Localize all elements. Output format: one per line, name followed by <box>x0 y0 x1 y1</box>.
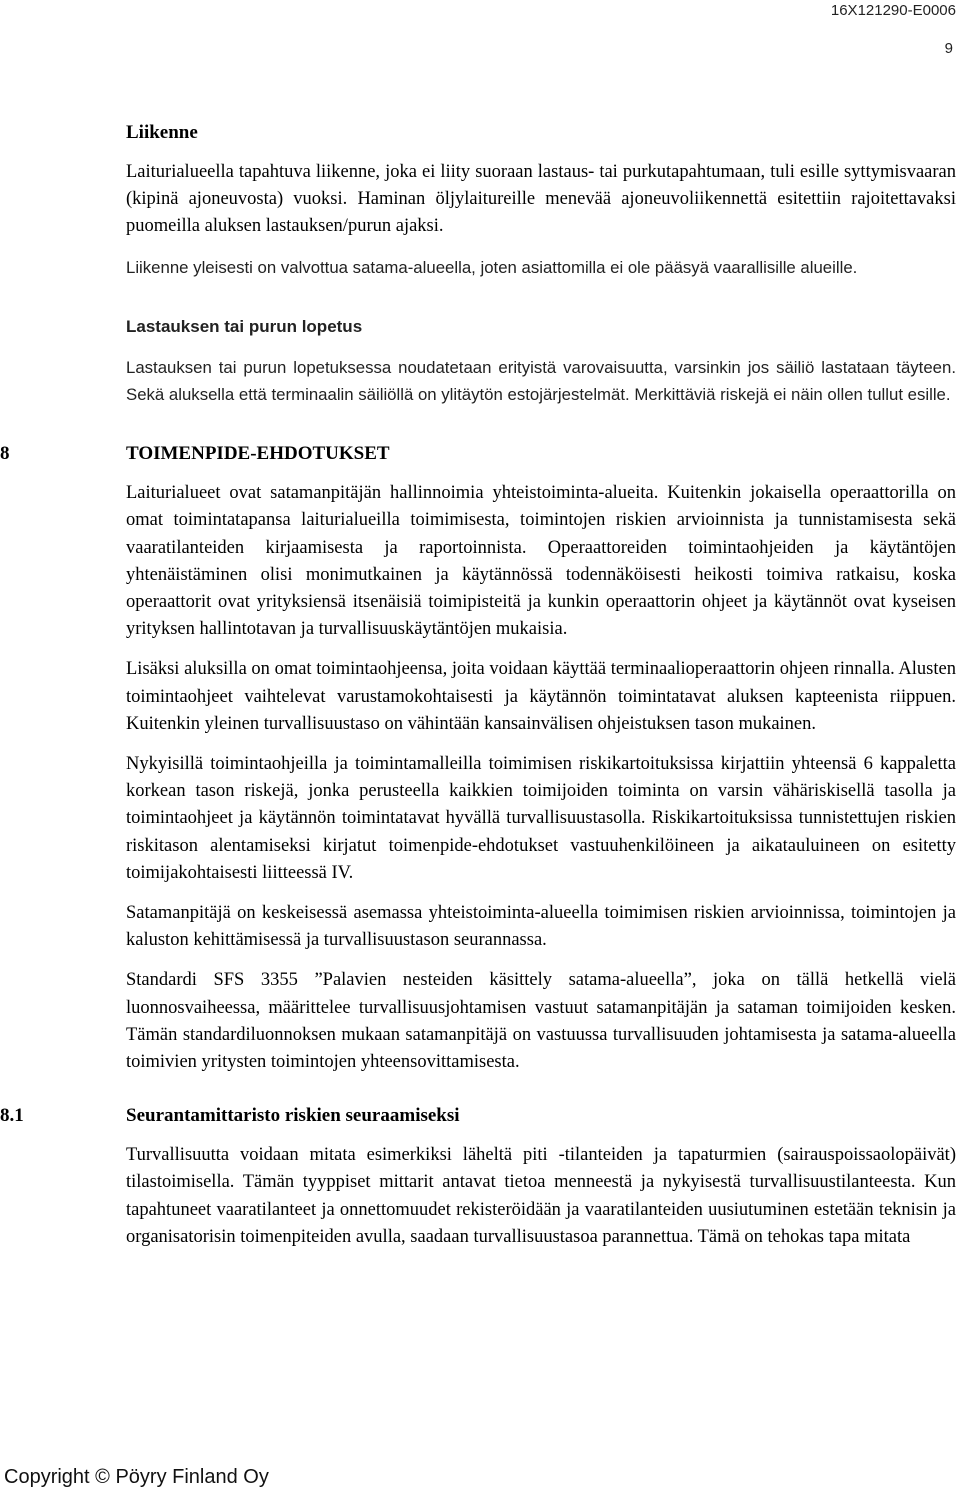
paragraph-liikenne-1: Laiturialueella tapahtuva liikenne, joka ei liity suoraan lastaus- tai purkutapahtumaan, tuli esille syttymisvaaran (kipinä ajoneuvosta) vuoksi. Haminan öljylaitureille menevää ajoneuvoliikennettä esitettiin rajoitettavaksi puomeilla aluksen lastauksen/purun ajaksi. <box>126 162 956 237</box>
subsection-title: Seurantamittaristo riskien seuraamiseksi <box>126 1105 460 1127</box>
paragraph-toimenpide-4: Satamanpitäjä on keskeisessä asemassa yhteistoiminta-alueella toimimisen riskien arvioinnissa, toimintojen ja kaluston kehittämisessä ja turvallisuustason seurannassa. <box>126 903 956 951</box>
paragraph-toimenpide-1: Laiturialueet ovat satamanpitäjän hallinnoimia yhteistoiminta-alueita. Kuitenkin jokaisella operaattorilla on omat toimintatapansa laiturialueilla toimimisesta, toimintojen riskien arvioinnista ja tunnistamisesta sekä vaaratilanteiden kirjaamisesta ja raportoinnista. Operaattoreiden toimintaohjeiden ja käytäntöjen yhtenäistäminen olisi monimutkainen ja käytännössä todennäköisesti heikosti toimiva ratkaisu, koska operaattorit ovat yrityksiensä itsenäisiä toimipisteitä ja kunkin operaattorin ohjeet ja käytännöt ovat kyseisen yrityksen hallintotavan ja turvallisuuskäytäntöjen mukaisia. <box>126 483 956 640</box>
paragraph-toimenpide-5: Standardi SFS 3355 ”Palavien nesteiden käsittely satama-alueella”, joka on tällä hetkellä vielä luonnosvaiheessa, määrittelee turvallisuusjohtamisen vastuut satamanpitäjän ja sataman toimijoiden kesken. Tämän standardiluonnoksen mukaan satamanpitäjä on vastuussa turvallisuuden johtamisesta ja satama-alueella toimivien yritysten toimintojen yhteensovittamisesta. <box>126 970 956 1073</box>
paragraph-lopetus-1: Lastauksen tai purun lopetuksessa noudatetaan erityistä varovaisuutta, varsinkin jos säiliö lastataan täyteen. Sekä aluksella että terminaalin säiliöllä on ylitäytön estojärjestelmät. Merkittäviä riskejä ei näin ollen tullut esille. <box>126 357 956 405</box>
paragraph-seuranta-1: Turvallisuutta voidaan mitata esimerkiksi läheltä piti -tilanteiden ja tapaturmien (sairauspoissaolopäivät) tilastoimisella. Tämän tyyppiset mittarit antavat tietoa menneestä ja nykyisestä turvallisuustilanteesta. Kun tapahtuneet vaaratilanteet ja onnettomuudet rekisteröidään ja vaaratilanteiden uusiutuminen estetään teknisin ja organisatorisin toimenpiteiden avulla, saadaan turvallisuustasoa parannettua. Tämä on tehokas tapa mitata <box>126 1145 956 1247</box>
copyright-footer: Copyright © Pöyry Finland Oy <box>4 1466 269 1488</box>
section-heading-seuranta <box>0 1101 956 1131</box>
section-heading-toimenpide <box>0 439 956 469</box>
page-number: 9 <box>944 40 953 57</box>
subsection-number: 8.1 <box>0 1105 24 1127</box>
paragraph-liikenne-2: Liikenne yleisesti on valvottua satama-alueella, joten asiattomilla ei ole pääsyä vaarallisille alueille. <box>126 257 858 277</box>
document-code: 16X121290-E0006 <box>830 2 956 19</box>
section-heading-liikenne: Liikenne <box>126 122 198 143</box>
paragraph-toimenpide-2: Lisäksi aluksilla on omat toimintaohjeensa, joita voidaan käyttää terminaalioperaattorin ohjeen rinnalla. Alusten toimintaohjeet vaihtelevat varustamokohtaisesti ja käytännön toimintatavat aluksen kapteenista riippuen. Kuitenkin yleinen turvallisuustaso on vähintään kansainvälisen ohjeistuksen tason mukainen. <box>126 659 956 734</box>
page-content <box>0 118 956 1264</box>
section-heading-lopetus: Lastauksen tai purun lopetus <box>126 316 363 336</box>
section-number: 8 <box>0 443 10 465</box>
section-title: TOIMENPIDE-EHDOTUKSET <box>126 443 390 465</box>
paragraph-toimenpide-3: Nykyisillä toimintaohjeilla ja toimintamalleilla toimimisen riskikartoituksissa kirjattiin yhteensä 6 kappaletta korkean tason riskejä, jonka perusteella kaikkien toimijoiden toiminta on varsin vähäriskisellä tasolla ja toimintaohjeet ja käytännön toimintatavat hyvällä turvallisuustasolla. Riskikartoituksissa tunnistettujen riskien riskitason alentamiseksi kirjatut toimenpide-ehdotukset vastuuhenkilöineen ja aikatauluineen on esitetty toimijakohtaisesti liitteessä IV. <box>126 754 956 883</box>
